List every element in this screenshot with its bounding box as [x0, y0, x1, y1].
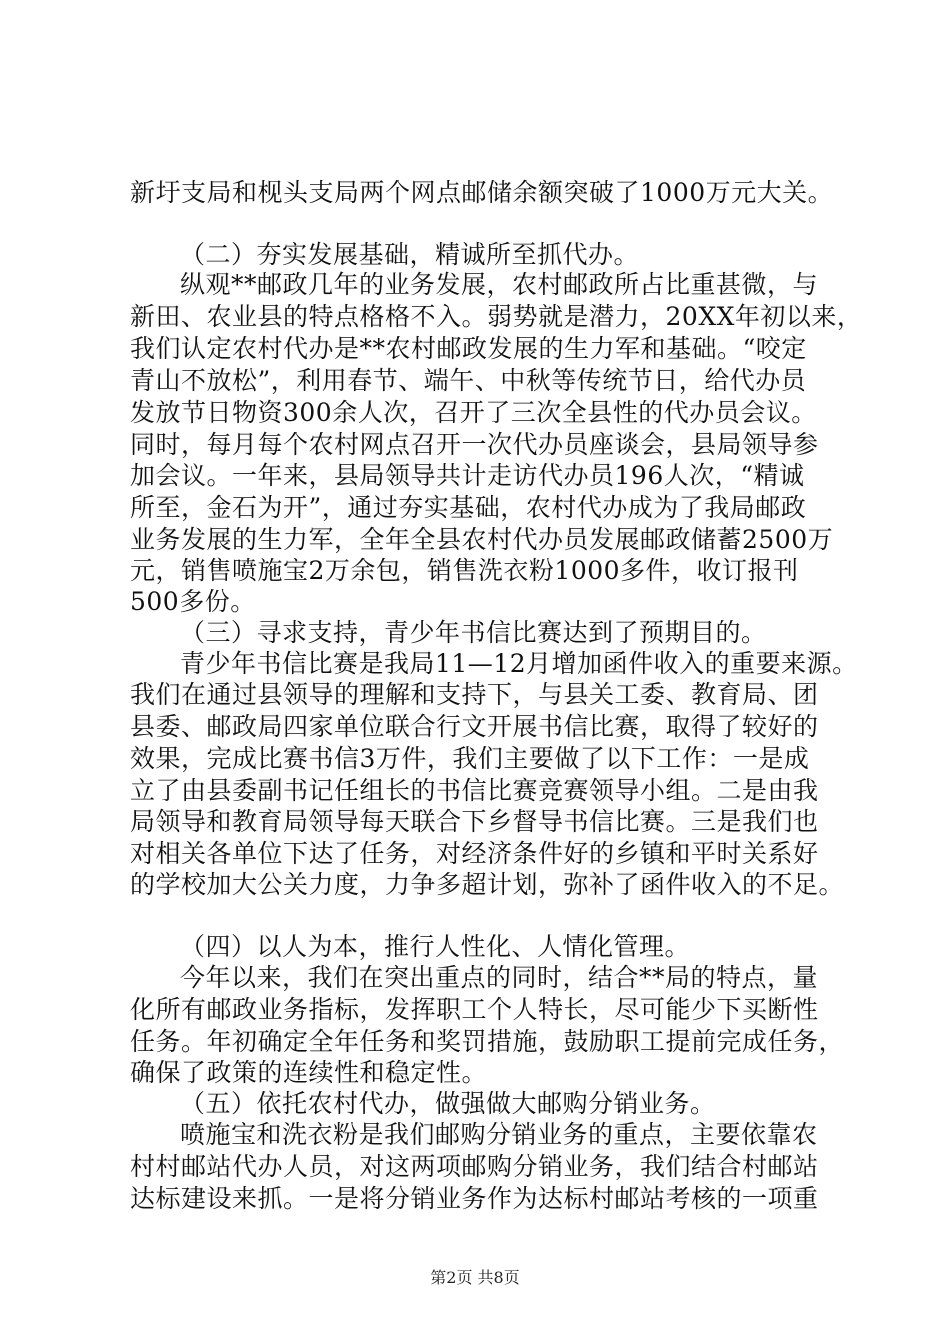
- text-line-18: 效果，完成比赛书信3万件，我们主要做了以下工作：一是成: [130, 744, 810, 773]
- text-line-6: 青山不放松”，利用春节、端午、中秋等传统节日，给代办员: [130, 366, 807, 395]
- section-heading-5: （五）依托农村代办，做强做大邮购分销业务。: [180, 1089, 716, 1118]
- text-line-11: 业务发展的生力军，全年全县农村代办员发展邮政储蓄2500万: [130, 525, 834, 554]
- text-line-9: 加会议。一年来，县局领导共计走访代办员196人次，“精诚: [130, 461, 805, 490]
- text-line-20: 局领导和教育局领导每天联合下乡督导书信比赛。三是我们也: [130, 807, 819, 836]
- text-line-25: 化所有邮政业务指标，发挥职工个人特长，尽可能少下买断性: [130, 995, 819, 1024]
- text-line-29: 喷施宝和洗衣粉是我们邮购分销业务的重点，主要依靠农: [180, 1120, 818, 1149]
- section-heading-3: （三）寻求支持，青少年书信比赛达到了预期目的。: [180, 618, 767, 647]
- section-heading-4: （四）以人为本，推行人性化、人情化管理。: [180, 932, 691, 961]
- text-line-21: 对相关各单位下达了任务，对经济条件好的乡镇和平时关系好: [130, 839, 819, 868]
- text-line-5: 我们认定农村代办是**农村邮政发展的生力军和基础。“咬定: [130, 334, 807, 363]
- text-line-4: 新田、农业县的特点格格不入。弱势就是潜力，20XX年初以来，: [130, 302, 863, 331]
- section-heading-2: （二）夯实发展基础，精诚所至抓代办。: [180, 240, 640, 269]
- text-line-7: 发放节日物资300余人次，召开了三次全县性的代办员会议。: [130, 398, 817, 427]
- text-line-15: 青少年书信比赛是我局11—12月增加函件收入的重要来源。: [180, 649, 858, 678]
- text-line-16: 我们在通过县领导的理解和支持下，与县关工委、教育局、团: [130, 680, 819, 709]
- page-number-footer: 第2页 共8页: [430, 1268, 520, 1287]
- text-line-3: 纵观**邮政几年的业务发展，农村邮政所占比重甚微，与: [180, 270, 819, 299]
- text-line-26: 任务。年初确定全年任务和奖罚措施，鼓励职工提前完成任务，: [130, 1027, 845, 1056]
- text-line-10: 所至，金石为开”，通过夯实基础，农村代办成为了我局邮政: [130, 493, 807, 522]
- text-line-31: 达标建设来抓。一是将分销业务作为达标村邮站考核的一项重: [130, 1184, 819, 1213]
- text-line-19: 立了由县委副书记任组长的书信比赛竞赛领导小组。二是由我: [130, 776, 819, 805]
- text-line-1: 新圩支局和枧头支局两个网点邮储余额突破了1000万元大关。: [130, 178, 834, 207]
- text-line-27: 确保了政策的连续性和稳定性。: [130, 1058, 488, 1087]
- text-line-22: 的学校加大公关力度，力争多超计划，弥补了函件收入的不足。: [130, 870, 845, 899]
- text-line-8: 同时，每月每个农村网点召开一次代办员座谈会，县局领导参: [130, 430, 819, 459]
- text-line-17: 县委、邮政局四家单位联合行文开展书信比赛，取得了较好的: [130, 712, 819, 741]
- text-line-24: 今年以来，我们在突出重点的同时，结合**局的特点，量: [180, 963, 819, 992]
- text-line-12: 元，销售喷施宝2万余包，销售洗衣粉1000多件，收订报刊: [130, 556, 799, 585]
- text-line-13: 500多份。: [130, 587, 256, 616]
- text-line-30: 村村邮站代办人员，对这两项邮购分销业务，我们结合村邮站: [130, 1152, 819, 1181]
